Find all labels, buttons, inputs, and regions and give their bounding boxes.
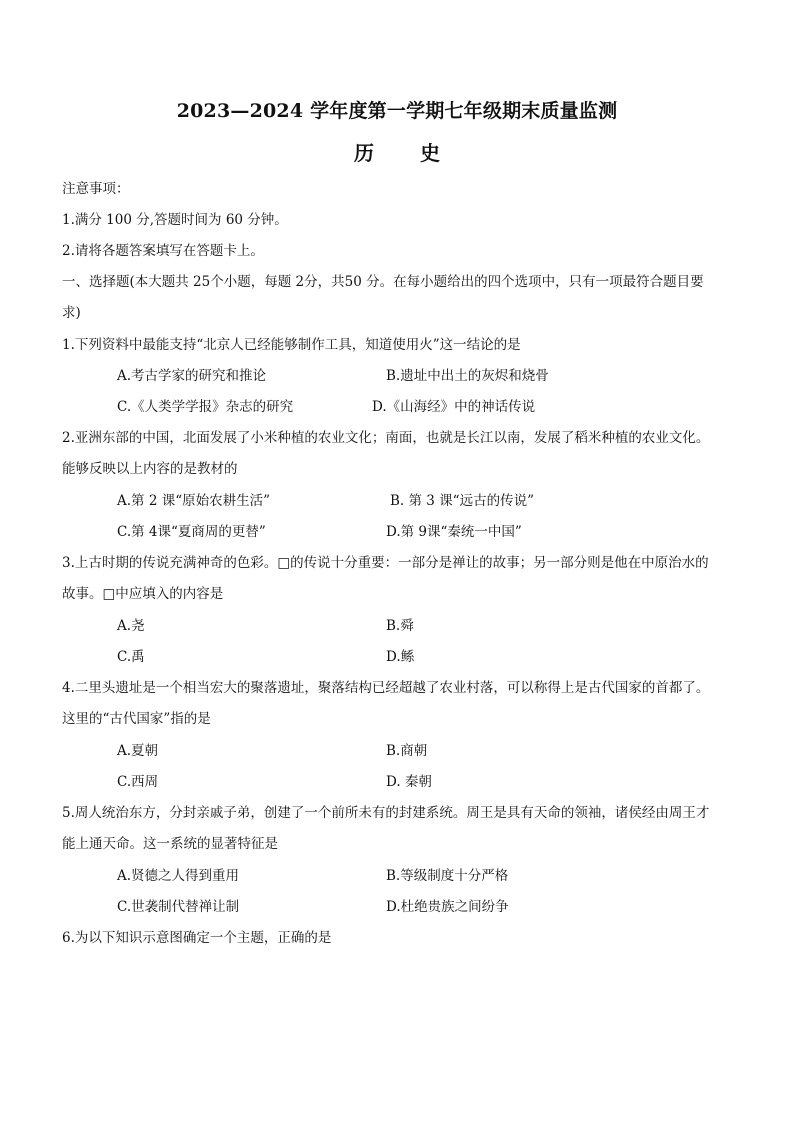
question-1-option-c: C.《人类学学报》杂志的研究 — [117, 399, 294, 415]
section-heading-line-2: 求) — [62, 305, 81, 321]
section-heading-line-1: 一、选择题(本大题共 25个小题，每题 2分，共50 分。在每小题给出的四个选项中，只有一项最符合题目要 — [62, 274, 704, 290]
question-5-stem-line-1: 5.周人统治东方，分封亲戚子弟，创建了一个前所未有的封建系统。周王是具有天命的领袖，诸侯经由周王才 — [62, 805, 710, 821]
note-item-2: 2.请将各题答案填写在答题卡上。 — [62, 243, 264, 259]
question-2-option-b: B. 第 3 课“远古的传说” — [390, 493, 534, 509]
question-3-stem-line-2: 故事。□中应填入的内容是 — [62, 586, 224, 602]
question-4-option-d: D. 秦朝 — [386, 774, 432, 790]
question-5-stem-line-2: 能上通天命。这一系统的显著特征是 — [62, 836, 278, 852]
question-1-stem: 1.下列资料中最能支持“北京人已经能够制作工具，知道使用火”这一结论的是 — [62, 337, 521, 353]
subject-title — [0, 137, 794, 166]
question-4-stem-line-1: 4.二里头遗址是一个相当宏大的聚落遗址，聚落结构已经超越了农业村落，可以称得上是古代国家的首都了。 — [62, 680, 710, 696]
question-2-stem-line-1: 2.亚洲东部的中国，北面发展了小米种植的农业文化；南面，也就是长江以南，发展了稻米种植的农业文化。 — [62, 430, 710, 446]
question-1-option-b: B.遗址中出土的灰烬和烧骨 — [386, 368, 549, 384]
question-2-stem-line-2: 能够反映以上内容的是教材的 — [62, 461, 238, 477]
question-5-option-a: A.贤德之人得到重用 — [117, 868, 240, 884]
notes-heading: 注意事项： — [62, 181, 130, 197]
question-5-option-c: C.世袭制代替禅让制 — [117, 899, 240, 915]
question-6-stem: 6.为以下知识示意图确定一个主题，正确的是 — [62, 930, 332, 946]
subject-char-2: 史 — [420, 141, 440, 165]
subject-char-1: 历 — [354, 141, 374, 165]
question-4-stem-line-2: 这里的“古代国家”指的是 — [62, 711, 211, 727]
question-5-option-d: D.杜绝贵族之间纷争 — [386, 899, 509, 915]
question-3-stem-line-1: 3.上古时期的传说充满神奇的色彩。□的传说十分重要：一部分是禅让的故事；另一部分则是他在中原治水的 — [62, 555, 709, 571]
question-5-option-b: B.等级制度十分严格 — [386, 868, 509, 884]
question-2-option-a: A.第 2 课“原始农耕生活” — [117, 493, 271, 509]
question-3-option-b: B.舜 — [386, 618, 414, 634]
question-3-option-c: C.禹 — [117, 649, 145, 665]
question-4-option-b: B.商朝 — [386, 743, 428, 759]
question-3-option-a: A.尧 — [117, 618, 145, 634]
question-2-option-d: D.第 9课“秦统一中国” — [386, 524, 522, 540]
question-3-option-d: D.鲧 — [386, 649, 415, 665]
question-1-option-d: D.《山海经》中的神话传说 — [372, 399, 536, 415]
question-2-option-c: C.第 4课“夏商周的更替” — [117, 524, 266, 540]
question-1-option-a: A.考古学家的研究和推论 — [117, 368, 267, 384]
question-4-option-a: A.夏朝 — [117, 743, 159, 759]
question-4-option-c: C.西周 — [117, 774, 159, 790]
note-item-1: 1.满分 100 分,答题时间为 60 分钟。 — [62, 212, 288, 228]
exam-title: 2023—2024 学年度第一学期七年级期末质量监测 — [176, 100, 618, 122]
